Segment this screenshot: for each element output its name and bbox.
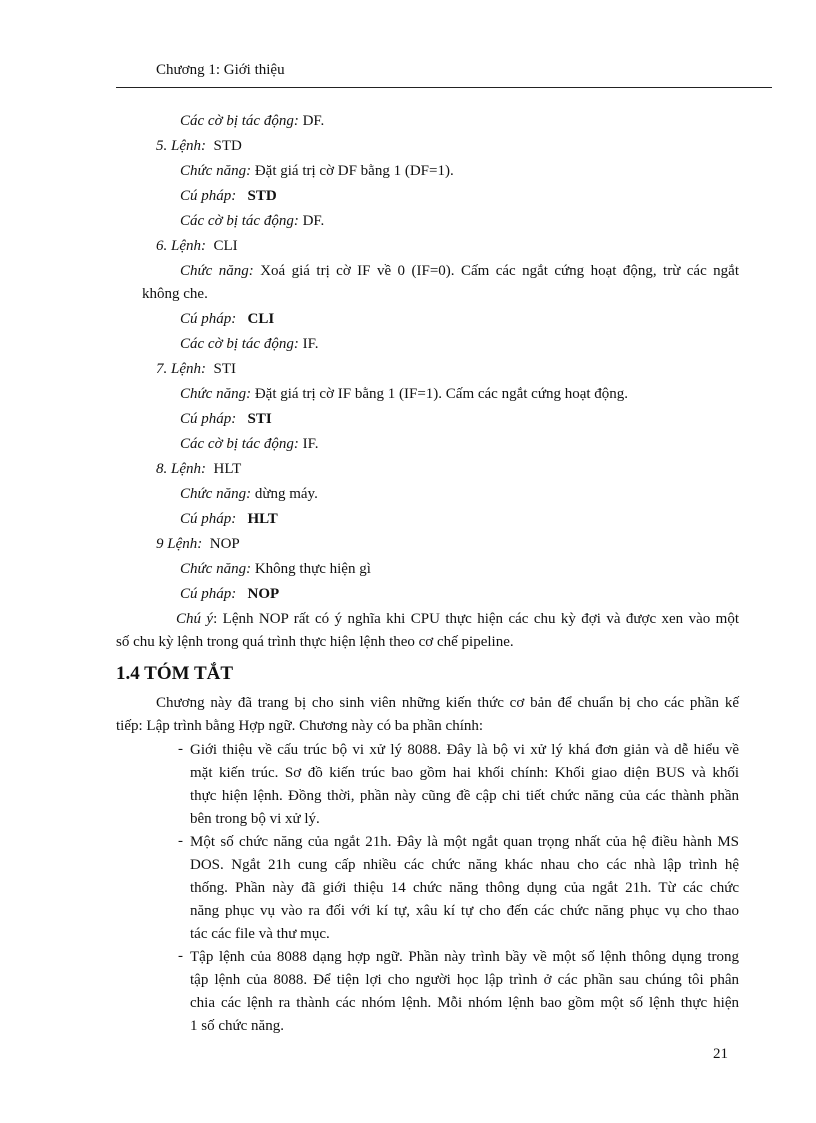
flags-value: DF. (302, 113, 325, 129)
syntax-label: Cú pháp: (180, 188, 237, 204)
syntax-label: Cú pháp: (180, 511, 237, 527)
cmd-hlt (156, 460, 241, 478)
syntax-text: HLT (247, 511, 278, 527)
syntax-label: Cú pháp: (180, 586, 237, 602)
func-label: Chức năng: (180, 386, 252, 402)
bullet-1-line-1: Giới thiệu về cấu trúc bộ vi xử lý 8088. Đây là bộ vi xử lý khá đơn giản và dễ hiểu về (190, 742, 739, 758)
func-label: Chức năng: (180, 263, 254, 279)
func-text: Xoá giá trị cờ IF về 0 (IF=0). Cấm các ngắt cứng hoạt động, trừ các ngắt (260, 263, 739, 279)
func-text: Không thực hiện gì (254, 561, 371, 577)
flags-std (180, 212, 324, 230)
cmd-std (156, 137, 242, 155)
cmd-nop (156, 535, 240, 553)
header-rule (116, 87, 772, 88)
syntax-text: STI (247, 411, 272, 427)
syntax-std (180, 187, 277, 205)
cmd-label: 5. Lệnh: (156, 138, 206, 154)
func-label: Chức năng: (180, 486, 252, 502)
flags-sti (180, 435, 318, 453)
note-text: : Lệnh NOP rất có ý nghĩa khi CPU thực hiện các chu kỳ đợi và được xen vào một (213, 611, 739, 627)
cmd-label: 8. Lệnh: (156, 461, 206, 477)
func-cli-line1 (180, 262, 739, 280)
note-label: Chú ý (176, 611, 214, 627)
syntax-nop (180, 585, 279, 603)
syntax-text: NOP (247, 586, 280, 602)
bullet-2-line-5: tác các file và thư mục. (190, 926, 330, 942)
bullet-2-line-1: Một số chức năng của ngắt 21h. Đây là một ngắt quan trọng nhất của hệ điều hành MS (190, 834, 739, 850)
bullet-2-line-4: năng phục vụ vào ra đối với kí tự, xâu kí tự cho đến các chức năng phục vụ cho thao (190, 903, 739, 919)
cmd-cli (156, 237, 238, 255)
func-nop (180, 560, 371, 578)
flags-label: Các cờ bị tác động: (180, 113, 299, 129)
func-hlt (180, 485, 318, 503)
func-text: Đặt giá trị cờ DF bằng 1 (DF=1). (254, 163, 454, 179)
bullet-1-line-4: bên trong bộ vi xử lý. (190, 811, 320, 827)
cmd-name: CLI (213, 238, 238, 254)
intro-line1: Chương này đã trang bị cho sinh viên những kiến thức cơ bản để chuẩn bị cho các phần kế (156, 695, 739, 711)
cmd-sti (156, 360, 236, 378)
cmd-label: 7. Lệnh: (156, 361, 206, 377)
bullet-3-line-3: chia các lệnh ra thành các nhóm lệnh. Mỗi nhóm lệnh bao gồm một số lệnh thực hiện (190, 995, 739, 1011)
bullet-3-line-1: Tập lệnh của 8088 dạng hợp ngữ. Phần này trình bầy về một số lệnh thông dụng trong (190, 949, 739, 965)
func-text: Đặt giá trị cờ IF bằng 1 (IF=1). Cấm các ngắt cứng hoạt động. (254, 386, 629, 402)
page-number: 21 (713, 1046, 728, 1062)
flags-cli (180, 335, 318, 353)
flags-line (180, 112, 324, 130)
bullet-dash: - (178, 948, 183, 964)
intro-line2: tiếp: Lập trình bằng Hợp ngữ. Chương này có ba phần chính: (116, 718, 484, 734)
cmd-name: NOP (209, 536, 240, 552)
flags-value: IF. (302, 436, 319, 452)
func-label: Chức năng: (180, 163, 252, 179)
flags-value: IF. (302, 336, 319, 352)
cmd-name: STI (213, 361, 236, 377)
bullet-dash: - (178, 741, 183, 757)
func-std (180, 162, 454, 180)
func-cli-line2: không che. (142, 286, 208, 302)
note-line2: số chu kỳ lệnh trong quá trình thực hiện lệnh theo cơ chế pipeline. (116, 634, 514, 650)
syntax-text: STD (247, 188, 277, 204)
bullet-1-line-2: mặt kiến trúc. Sơ đồ kiến trúc bao gồm hai khối chính: Khối giao diện BUS và khối (190, 765, 739, 781)
flags-label: Các cờ bị tác động: (180, 213, 299, 229)
bullet-2-line-2: DOS. Ngắt 21h cung cấp nhiều các chức năng khác nhau cho các nhà lập trình hệ (190, 857, 739, 873)
syntax-cli (180, 310, 274, 328)
cmd-label: 9 Lệnh: (156, 536, 203, 552)
func-sti (180, 385, 628, 403)
note-line1 (176, 610, 739, 628)
cmd-name: STD (213, 138, 242, 154)
section-heading: 1.4 TÓM TẮT (116, 663, 234, 684)
syntax-label: Cú pháp: (180, 311, 237, 327)
bullet-2-line-3: thống. Phần này đã giới thiệu 14 chức năng thông dụng của ngắt 21h. Từ các chức (190, 880, 739, 896)
bullet-1-line-3: thực hiện lệnh. Đồng thời, phần này cũng đề cập chi tiết chức năng của các thành phần (190, 788, 739, 804)
flags-value: DF. (302, 213, 325, 229)
bullet-3-line-4: 1 số chức năng. (190, 1018, 284, 1034)
cmd-name: HLT (213, 461, 242, 477)
syntax-text: CLI (247, 311, 275, 327)
chapter-header: Chương 1: Giới thiệu (156, 62, 285, 78)
flags-label: Các cờ bị tác động: (180, 436, 299, 452)
flags-label: Các cờ bị tác động: (180, 336, 299, 352)
syntax-label: Cú pháp: (180, 411, 237, 427)
syntax-sti (180, 410, 272, 428)
bullet-dash: - (178, 833, 183, 849)
bullet-3-line-2: tập lệnh của 8088. Để tiện lợi cho người học lập trình ở các phần sau chúng tôi phân (190, 972, 739, 988)
func-text: dừng máy. (254, 486, 318, 502)
func-label: Chức năng: (180, 561, 252, 577)
syntax-hlt (180, 510, 278, 528)
cmd-label: 6. Lệnh: (156, 238, 206, 254)
